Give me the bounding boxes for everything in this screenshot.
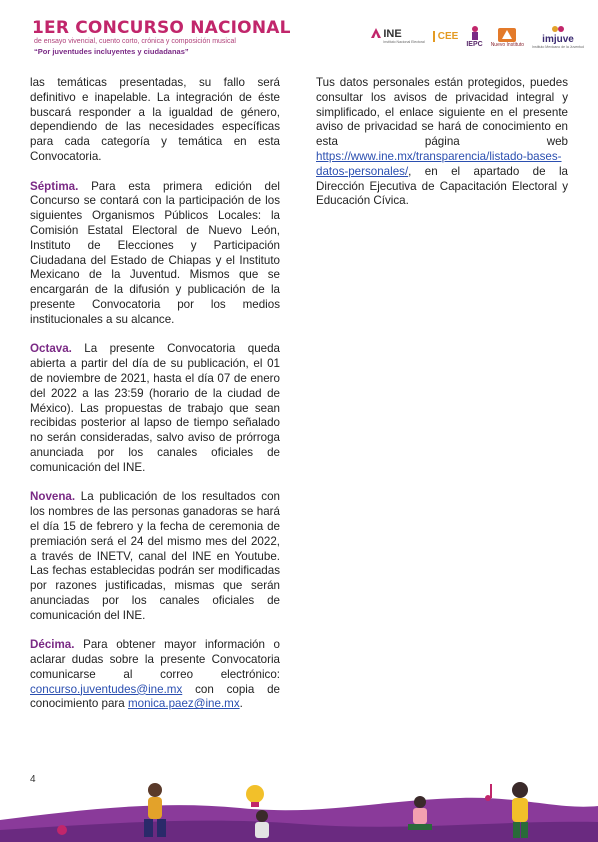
- imjuve-emblem-icon: [551, 24, 565, 34]
- footer-illustration: [0, 780, 598, 842]
- paragraph-privacy: Tus datos personales están protegidos, puedes consultar los avisos de privacidad integral y simplificado, el enlace siguiente en el presente aviso de privacidad se hará de conocimiento en esta página web https://www.ine.mx/transparencia/listado-bases-datos-personales/, en el apartado de la Dirección Ejecutiva de Capacitación Electoral y Educación Cívica.: [316, 76, 568, 208]
- nl-emblem-icon: [496, 25, 518, 43]
- contest-slogan: “Por juventudes incluyentes y ciudadanas”: [34, 47, 189, 56]
- page-number: 4: [30, 774, 36, 785]
- paragraph-decima: Décima. Para obtener mayor información o aclarar dudas sobre la presente Convocatoria comunicarse al correo electrónico: concurso.juventudes@ine.mx con copia de conocimiento para monica.paez@ine.mx.: [30, 638, 280, 711]
- paragraph-septima: Séptima. Para esta primera edición del Concurso se contará con la participación de los siguientes Organismos Públicos Locales: la Comisión Estatal Electoral de Nuevo León, Instituto de Elecciones y Participación Ciudadana del Estado de Chiapas y el Instituto Mexicano de la Juventud. Mismos que se encargarán de la difusión y publicación de la presente Convocatoria por los medios institucionales a su alcance.: [30, 179, 280, 326]
- paragraph-novena: Novena. La publicación de los resultados con los nombres de las personas ganadoras se hará el día 15 de febrero y la fecha de ceremonia de premiación será el 24 del mismo mes del 2022, a través de INETV, canal del INE en Youtube. Las fechas establecidas podrán ser modificadas por razones justificadas, mismas que serán anunciadas por los canales oficiales de comunicación del INE.: [30, 490, 280, 622]
- clause-heading: Décima.: [30, 638, 75, 652]
- clause-heading: Novena.: [30, 490, 76, 504]
- lightbulb-icon: [246, 785, 264, 807]
- person-illustration-middle: [255, 810, 269, 838]
- right-column: [316, 76, 568, 224]
- nl-logo: [491, 25, 524, 48]
- ine-logo: [371, 28, 424, 44]
- imjuve-logo-caption: Instituto Mexicano de la Juventud: [532, 44, 584, 49]
- ine-logo-text: INE: [383, 28, 402, 40]
- contest-subtitle: de ensayo vivencial, cuento corto, crónica y composición musical: [34, 38, 236, 45]
- paragraph-octava: Octava. La presente Convocatoria queda abierta a partir del día de su publicación, el 01 de noviembre de 2021, hasta el día 07 de enero del 2022 a las 23:59 (horario de la ciudad de México). Las propuestas de trabajo que sean recibidas posterior al lapso de tiempo señalado no serán consideradas, salvo aviso de prórroga anunciada por los canales oficiales de comunicación del INE.: [30, 342, 280, 474]
- contest-title: 1ER CONCURSO NACIONAL: [32, 18, 291, 38]
- person-illustration-right: [512, 782, 528, 838]
- cee-logo: CEE: [433, 31, 459, 42]
- left-column: [30, 76, 280, 727]
- copy-email-link[interactable]: monica.paez@ine.mx: [127, 697, 240, 711]
- contest-email-link[interactable]: concurso.juventudes@ine.mx: [30, 682, 183, 696]
- music-note-icon: [485, 784, 492, 801]
- iepc-logo: [466, 25, 482, 48]
- imjuve-logo-text: imjuve: [542, 33, 574, 45]
- iepc-emblem-icon: [468, 25, 482, 41]
- partner-logos: [371, 18, 584, 54]
- clause-heading: Séptima.: [30, 179, 79, 193]
- ine-logo-caption: Instituto Nacional Electoral: [383, 40, 425, 44]
- nl-logo-text: Nuevo Instituto: [490, 41, 525, 48]
- imjuve-logo: [532, 24, 584, 49]
- page-header: [0, 0, 598, 62]
- iepc-logo-text: IEPC: [466, 40, 483, 48]
- gear-icon: [57, 825, 67, 835]
- privacy-url-link[interactable]: https://www.ine.mx/transparencia/listado-bases-datos-personales/: [316, 149, 562, 178]
- paragraph-jury: las temáticas presentadas, su fallo será definitivo e inapelable. La integración de éste buscará responder a la igualdad de género, dependiendo de las necesidades específicas para cada categoría y temática en esta Convocatoria.: [30, 76, 280, 163]
- ine-mark-icon: [371, 28, 381, 38]
- clause-heading: Octava.: [30, 342, 72, 356]
